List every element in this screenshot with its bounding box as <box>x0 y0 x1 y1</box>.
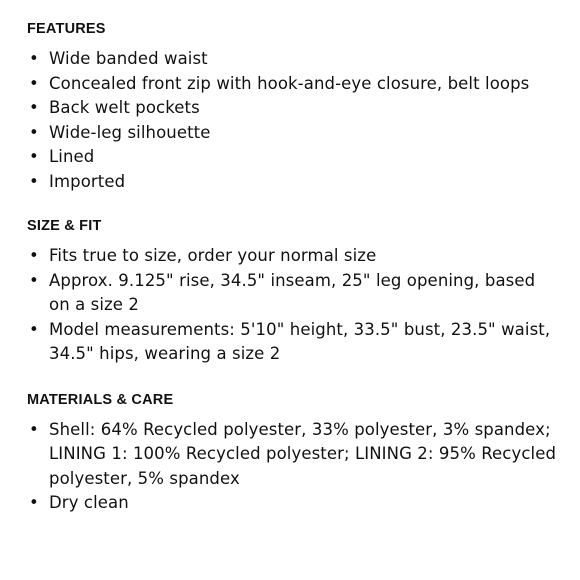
list-item <box>27 145 560 170</box>
bullet-icon: • <box>29 49 39 68</box>
bullet-icon: • <box>29 493 39 512</box>
list-item <box>27 244 560 269</box>
size-fit-section <box>27 217 560 367</box>
list-item-text: Wide banded waist <box>49 49 208 68</box>
materials-care-list <box>27 418 560 516</box>
bullet-icon: • <box>29 270 39 290</box>
list-item-text: Imported <box>49 171 126 191</box>
size-fit-list <box>27 244 560 367</box>
list-item <box>27 418 560 492</box>
features-list <box>27 47 560 194</box>
list-item <box>27 96 560 121</box>
features-heading: FEATURES <box>27 21 106 37</box>
list-item-text: Wide-leg silhouette <box>49 122 211 142</box>
bullet-icon: • <box>29 98 39 117</box>
list-item <box>27 47 560 72</box>
list-item <box>27 318 560 367</box>
list-item-text: Back welt pockets <box>49 98 200 117</box>
bullet-icon: • <box>29 246 39 265</box>
bullet-icon: • <box>29 73 39 93</box>
list-item <box>27 491 560 516</box>
list-item-text: Model measurements: 5'10" height, 33.5" bust, 23.5" waist, 34.5" hips, wearing a size 2 <box>49 319 551 363</box>
list-item-text: Fits true to size, order your normal size <box>49 246 377 265</box>
list-item-text: Shell: 64% Recycled polyester, 33% polyester, 3% spandex; LINING 1: 100% Recycled polyester; LINING 2: 95% Recycled polyester, 5% spandex <box>49 419 557 488</box>
materials-care-heading: MATERIALS & CARE <box>27 391 174 408</box>
list-item <box>27 121 560 146</box>
bullet-icon: • <box>29 147 39 166</box>
materials-care-section <box>27 391 560 516</box>
bullet-icon: • <box>29 319 39 339</box>
bullet-icon: • <box>29 122 39 142</box>
list-item <box>27 72 560 97</box>
list-item <box>27 170 560 195</box>
bullet-icon: • <box>29 419 39 439</box>
bullet-icon: • <box>29 171 39 191</box>
list-item <box>27 269 560 318</box>
list-item-text: Lined <box>49 147 95 166</box>
features-section <box>27 20 560 194</box>
list-item-text: Concealed front zip with hook-and-eye closure, belt loops <box>49 73 530 93</box>
list-item-text: Approx. 9.125" rise, 34.5" inseam, 25" leg opening, based on a size 2 <box>49 270 536 314</box>
size-fit-heading: SIZE & FIT <box>27 218 102 234</box>
list-item-text: Dry clean <box>49 493 129 512</box>
